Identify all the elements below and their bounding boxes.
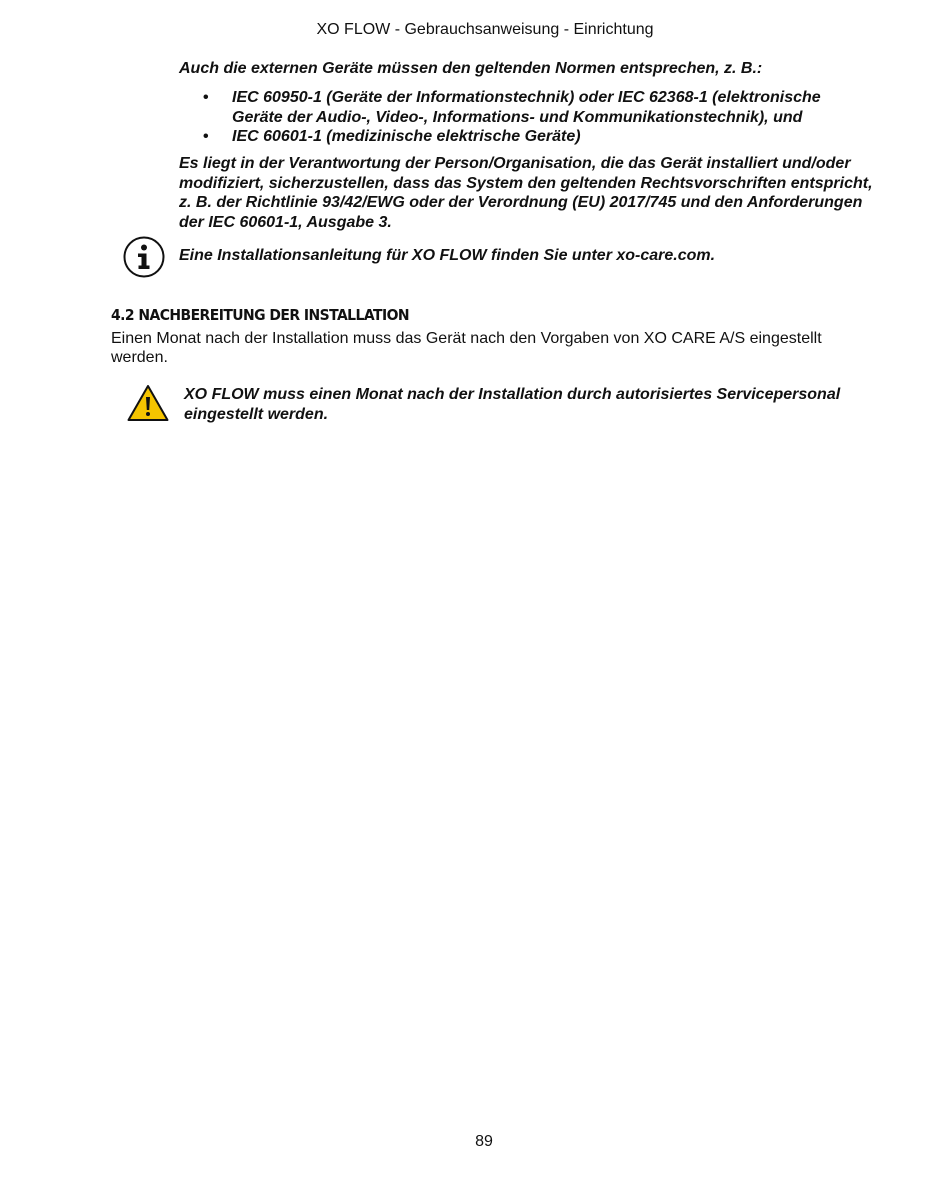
page-header: XO FLOW - Gebrauchsanweisung - Einrichtung [316,21,654,38]
list-item-text: IEC 60950-1 (Geräte der Informationstechnik) oder IEC 62368-1 (elektronische Geräte der Audio-, Video-, Informations- und Kommunikationstechnik), und [232,89,821,126]
bullet-icon: • [203,89,209,106]
list-item [179,88,869,127]
external-devices-intro: Auch die externen Geräte müssen den geltenden Normen entsprechen, z. B.: [179,60,763,77]
bullet-icon: • [203,128,209,145]
section-body-text: Einen Monat nach der Installation muss das Gerät nach den Vorgaben von XO CARE A/S eingestellt werden. [111,330,822,366]
list-item [179,127,869,147]
warning-icon [126,383,170,423]
standards-list [179,88,869,147]
info-icon [122,235,166,279]
installation-guide-note: Eine Installationsanleitung für XO FLOW finden Sie unter xo-care.com. [179,247,716,264]
list-item-text: IEC 60601-1 (medizinische elektrische Geräte) [232,128,581,145]
section-heading: 4.2 NACHBEREITUNG DER INSTALLATION [111,306,410,324]
responsibility-paragraph: Es liegt in der Verantwortung der Person/Organisation, die das Gerät installiert und/oder modifiziert, sicherzustellen, dass das System den geltenden Rechtsvorschriften entspricht, z. B. der Richtlinie 93/42/EWG oder der Verordnung (EU) 2017/745 und den Anforderungen der IEC 60601-1, Ausgabe 3. [179,155,873,231]
service-warning-note: XO FLOW muss einen Monat nach der Installation durch autorisiertes Servicepersonal eingestellt werden. [184,386,841,423]
page-number: 89 [475,1133,493,1150]
